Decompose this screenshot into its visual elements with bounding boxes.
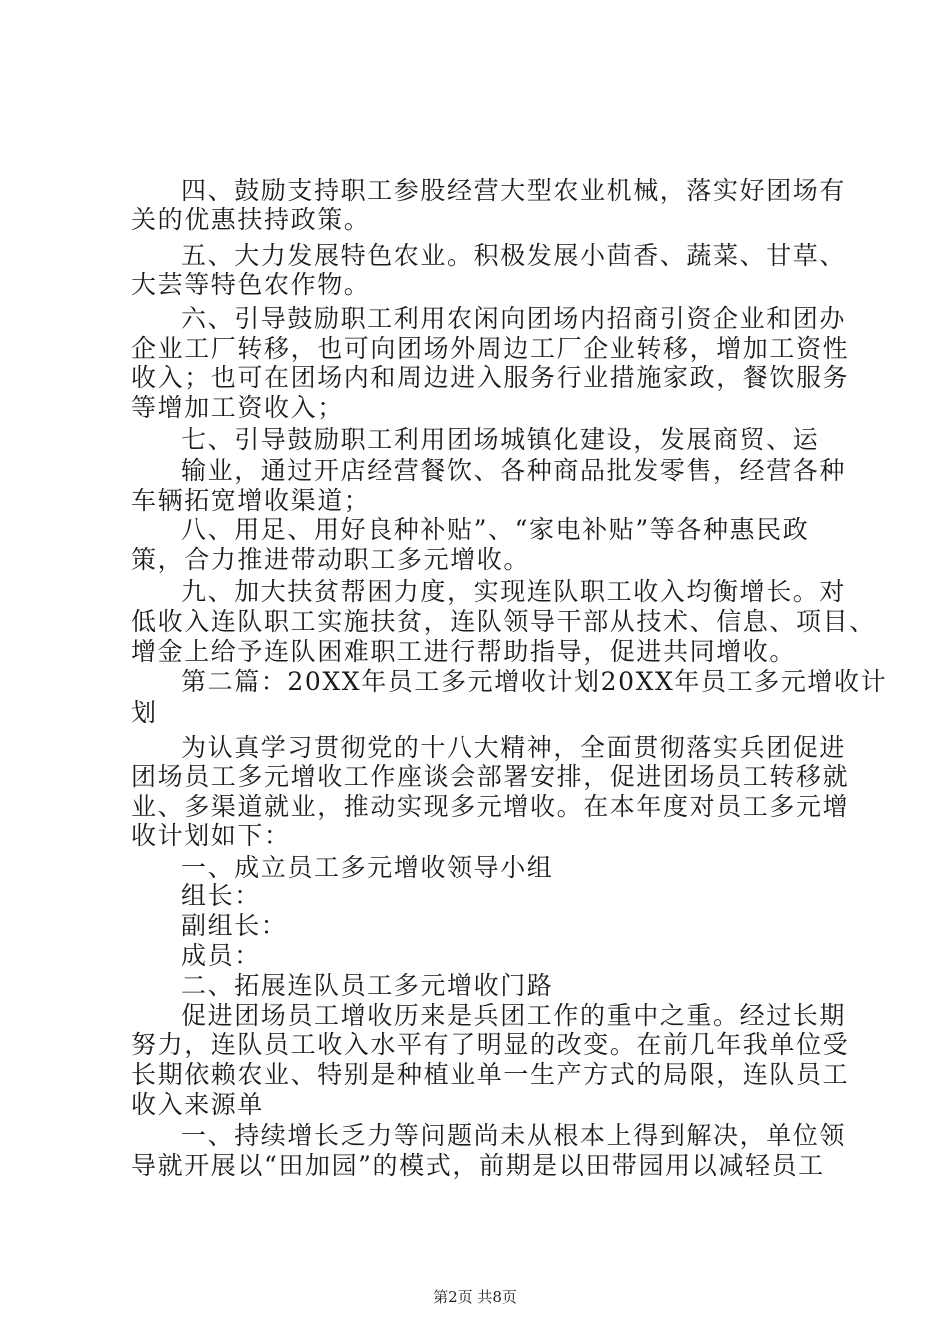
text-line: 收入；也可在团场内和周边进入服务行业措施家政，餐饮服务: [131, 363, 850, 392]
text-line: 一、成立员工多元增收领导小组: [181, 853, 554, 882]
text-line: 企业工厂转移，也可向团场外周边工厂企业转移，增加工资性: [131, 334, 850, 363]
text-line: 成员：: [181, 941, 261, 970]
text-line: 九、加大扶贫帮困力度，实现连队职工收入均衡增长。对: [181, 577, 847, 606]
text-line: 努力，连队员工收入水平有了明显的改变。在前几年我单位受: [131, 1030, 850, 1059]
text-line: 四、鼓励支持职工参股经营大型农业机械，落实好团场有: [181, 176, 847, 205]
text-line: 低收入连队职工实施扶贫，连队领导干部从技术、信息、项目、: [131, 607, 876, 636]
text-line: 一、持续增长乏力等问题尚未从根本上得到解决，单位领: [181, 1121, 847, 1150]
text-line: 团场员工多元增收工作座谈会部署安排，促进团场员工转移就: [131, 762, 850, 791]
section-heading: 第二篇：20XX年员工多元增收计划20XX年员工多元增收计: [181, 667, 888, 696]
text-line: 八、用足、用好良种补贴”、“家电补贴”等各种惠民政: [181, 515, 810, 544]
text-line: 导就开展以“田加园”的模式，前期是以田带园用以减轻员工: [131, 1151, 825, 1180]
text-line: 关的优惠扶持政策。: [131, 205, 371, 234]
text-line: 五、大力发展特色农业。积极发展小茴香、蔬菜、甘草、: [181, 241, 847, 270]
text-line: 七、引导鼓励职工利用团场城镇化建设，发展商贸、运: [181, 425, 820, 454]
text-line: 输业，通过开店经营餐饮、各种商品批发零售，经营各种: [181, 456, 847, 485]
text-line: 策，合力推进带动职工多元增收。: [131, 545, 531, 574]
text-line: 增金上给予连队困难职工进行帮助指导，促进共同增收。: [131, 637, 797, 666]
text-line: 六、引导鼓励职工利用农闲向团场内招商引资企业和团办: [181, 304, 847, 333]
text-line: 业、多渠道就业，推动实现多元增收。在本年度对员工多元增: [131, 792, 850, 821]
section-heading-continued: 划: [131, 698, 158, 727]
text-line: 促进团场员工增收历来是兵团工作的重中之重。经过长期: [181, 1001, 847, 1030]
page-number-footer: 第2页 共8页: [433, 1288, 517, 1306]
text-line: 副组长：: [181, 911, 288, 940]
text-line: 组长：: [181, 881, 261, 910]
text-line: 等增加工资收入；: [131, 393, 344, 422]
text-line: 二、拓展连队员工多元增收门路: [181, 971, 554, 1000]
text-line: 收入来源单: [131, 1090, 265, 1119]
text-line: 大芸等特色农作物。: [131, 270, 371, 299]
text-line: 为认真学习贯彻党的十八大精神，全面贯彻落实兵团促进: [181, 733, 847, 762]
text-line: 车辆拓宽增收渠道；: [131, 486, 371, 515]
text-line: 收计划如下：: [131, 821, 291, 850]
text-line: 长期依赖农业、特别是种植业单一生产方式的局限，连队员工: [131, 1060, 850, 1089]
